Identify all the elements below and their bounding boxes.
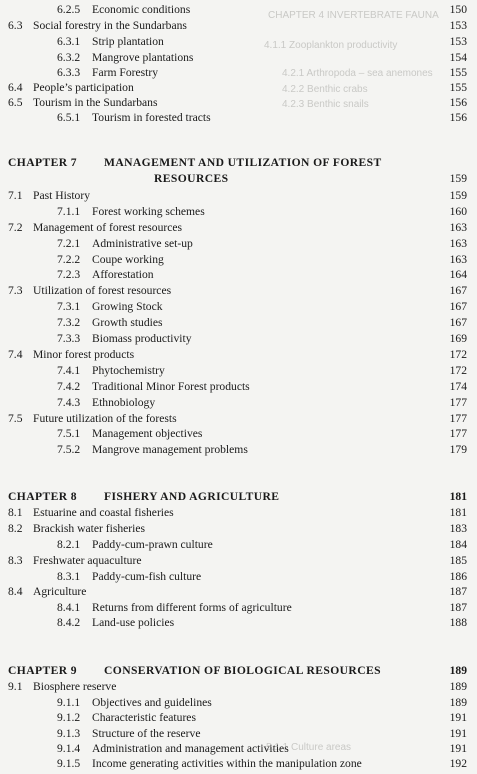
page-number: 183 [449,522,467,535]
toc-entry [0,331,477,347]
entry-number: 6.3.2 [57,51,81,64]
entry-number: 7.5 [8,412,23,425]
entry-number: 6.5 [8,96,23,109]
page-number: 163 [449,221,467,234]
entry-title: Afforestation [92,268,154,281]
toc-entry [0,188,477,204]
chapter-heading [0,171,477,187]
entry-title: MANAGEMENT AND UTILIZATION OF FOREST [104,156,382,169]
entry-title: Past History [33,189,91,202]
toc-entry [0,110,477,126]
entry-title: Administration and management activities [92,742,289,755]
entry-number: 7.4.2 [57,380,81,393]
toc-entry [0,505,477,521]
entry-number: 8.2.1 [57,538,81,551]
entry-number: 6.3 [8,19,23,32]
entry-title: Management objectives [92,427,203,440]
entry-number: 8.3.1 [57,570,81,583]
toc-entry [0,363,477,379]
entry-title: Tourism in forested tracts [92,111,211,124]
toc-entry [0,726,477,742]
page-number: 191 [449,742,467,755]
entry-number: 7.4 [8,348,23,361]
toc-entry [0,252,477,268]
page-number: 153 [449,35,467,48]
toc-entry [0,521,477,537]
page-number: 172 [449,364,467,377]
entry-title: Economic conditions [92,3,191,16]
entry-title: Farm Forestry [92,66,159,79]
entry-title: Structure of the reserve [92,727,201,740]
entry-number: 9.1.1 [57,696,81,709]
page-number: 159 [449,172,467,185]
toc-entry [0,695,477,711]
toc-entry [0,267,477,283]
entry-number: 9.1.5 [57,757,81,770]
toc-entry [0,283,477,299]
page-number: 155 [449,66,467,79]
page-number: 185 [449,554,467,567]
page-number: 181 [449,506,467,519]
toc-entry [0,18,477,34]
entry-number: 7.3.3 [57,332,81,345]
entry-number: CHAPTER 9 [8,664,77,677]
page-number: 163 [449,237,467,250]
entry-number: 7.2.3 [57,268,81,281]
page-number: 191 [449,727,467,740]
entry-title: Utilization of forest resources [33,284,172,297]
page-number: 184 [449,538,467,551]
entry-number: 7.5.2 [57,443,81,456]
page-number: 174 [449,380,467,393]
entry-number: 9.1.2 [57,711,81,724]
toc-entry [0,204,477,220]
entry-number: 7.1.1 [57,205,81,218]
page-number: 154 [449,51,467,64]
show-through-text: 4.2.3 Benthic snails [282,99,369,110]
entry-title: Mangrove plantations [92,51,194,64]
entry-title: Mangrove management problems [92,443,248,456]
entry-title: Growing Stock [92,300,163,313]
page-number: 177 [449,412,467,425]
page-number: 189 [449,680,467,693]
entry-title: Agriculture [33,585,87,598]
toc-entry [0,615,477,631]
entry-title: People’s participation [33,81,134,94]
toc-entry [0,553,477,569]
page-number: 167 [449,300,467,313]
page-number: 177 [449,427,467,440]
entry-number: 8.3 [8,554,23,567]
entry-number: 8.4.2 [57,616,81,629]
toc-entry [0,95,477,111]
page-number: 153 [449,19,467,32]
entry-number: 8.1 [8,506,23,519]
page-number: 187 [449,601,467,614]
entry-number: CHAPTER 7 [8,156,77,169]
entry-title: Administrative set-up [92,237,193,250]
entry-number: 6.5.1 [57,111,81,124]
entry-number: 6.2.5 [57,3,81,16]
show-through-text: 4.2.1 Arthropoda – sea anemones [282,68,433,79]
toc-entry [0,756,477,772]
entry-number: 6.3.1 [57,35,81,48]
toc-entry [0,710,477,726]
entry-number: 7.4.3 [57,396,81,409]
toc-entry [0,537,477,553]
chapter-heading [0,155,477,171]
entry-title: Tourism in the Sundarbans [33,96,158,109]
entry-number: 9.1.4 [57,742,81,755]
toc-entry [0,584,477,600]
entry-title: Traditional Minor Forest products [92,380,250,393]
entry-title: Income generating activities within the manipulation zone [92,757,362,770]
page-number: 191 [449,711,467,724]
toc-entry [0,220,477,236]
entry-number: 7.5.1 [57,427,81,440]
entry-number: 8.2 [8,522,23,535]
toc-entry [0,395,477,411]
entry-title: Biomass productivity [92,332,192,345]
page-number: 188 [449,616,467,629]
entry-title: Characteristic features [92,711,196,724]
toc-entry [0,34,477,50]
toc-entry [0,347,477,363]
toc-entry [0,315,477,331]
toc-entry [0,299,477,315]
show-through-text: 4.1.1 Zooplankton productivity [264,40,398,51]
entry-number: 7.3.1 [57,300,81,313]
entry-number: 7.2.1 [57,237,81,250]
toc-entry [0,569,477,585]
entry-title: Coupe working [92,253,164,266]
show-through-text: 4.2.2 Benthic crabs [282,84,368,95]
page-number: 155 [449,81,467,94]
page-number: 160 [449,205,467,218]
chapter-heading [0,489,477,505]
entry-title: Freshwater aquaculture [33,554,142,567]
toc-entry [0,65,477,81]
page-number: 186 [449,570,467,583]
entry-title: Land-use policies [92,616,175,629]
page-number: 187 [449,585,467,598]
entry-title: RESOURCES [154,172,229,185]
page-number: 177 [449,396,467,409]
entry-title: Objectives and guidelines [92,696,212,709]
toc-entry [0,411,477,427]
entry-number: CHAPTER 8 [8,490,77,503]
toc-entry [0,426,477,442]
entry-number: 7.4.1 [57,364,81,377]
entry-title: Estuarine and coastal fisheries [33,506,174,519]
page-number: 179 [449,443,467,456]
toc-entry [0,379,477,395]
show-through-text: 5.1.1 Culture areas [266,742,352,753]
entry-title: FISHERY AND AGRICULTURE [104,490,280,503]
toc-entry [0,236,477,252]
page-number: 150 [449,3,467,16]
toc-entry [0,2,477,18]
page-number: 189 [449,664,467,677]
toc-entry [0,50,477,66]
entry-title: Growth studies [92,316,163,329]
page-number: 167 [449,316,467,329]
show-through-text: CHAPTER 4 INVERTEBRATE FAUNA [268,10,439,21]
page-number: 181 [449,490,467,503]
entry-number: 7.1 [8,189,23,202]
page-number: 172 [449,348,467,361]
entry-title: Phytochemistry [92,364,165,377]
entry-title: Returns from different forms of agriculture [92,601,292,614]
entry-number: 6.4 [8,81,23,94]
entry-number: 8.4 [8,585,23,598]
toc-entry [0,600,477,616]
entry-number: 6.3.3 [57,66,81,79]
page-number: 169 [449,332,467,345]
entry-title: Management of forest resources [33,221,183,234]
entry-title: Forest working schemes [92,205,205,218]
toc-entry [0,679,477,695]
entry-number: 7.3 [8,284,23,297]
entry-title: CONSERVATION OF BIOLOGICAL RESOURCES [104,664,381,677]
page-number: 156 [449,96,467,109]
entry-number: 9.1 [8,680,23,693]
entry-number: 9.1.3 [57,727,81,740]
page-number: 164 [449,268,467,281]
entry-number: 8.4.1 [57,601,81,614]
entry-title: Ethnobiology [92,396,156,409]
entry-title: Minor forest products [33,348,135,361]
entry-title: Paddy-cum-fish culture [92,570,202,583]
page-number: 159 [449,189,467,202]
page-number: 189 [449,696,467,709]
entry-title: Brackish water fisheries [33,522,146,535]
page-number: 163 [449,253,467,266]
page-number: 192 [449,757,467,770]
entry-title: Future utilization of the forests [33,412,177,425]
page-number: 156 [449,111,467,124]
entry-title: Social forestry in the Sundarbans [33,19,187,32]
entry-title: Strip plantation [92,35,164,48]
toc-entry [0,442,477,458]
chapter-heading [0,663,477,679]
entry-title: Paddy-cum-prawn culture [92,538,213,551]
entry-number: 7.3.2 [57,316,81,329]
toc-entry [0,741,477,757]
entry-title: Biosphere reserve [33,680,117,693]
toc-entry [0,80,477,96]
entry-number: 7.2.2 [57,253,81,266]
page-number: 167 [449,284,467,297]
entry-number: 7.2 [8,221,23,234]
